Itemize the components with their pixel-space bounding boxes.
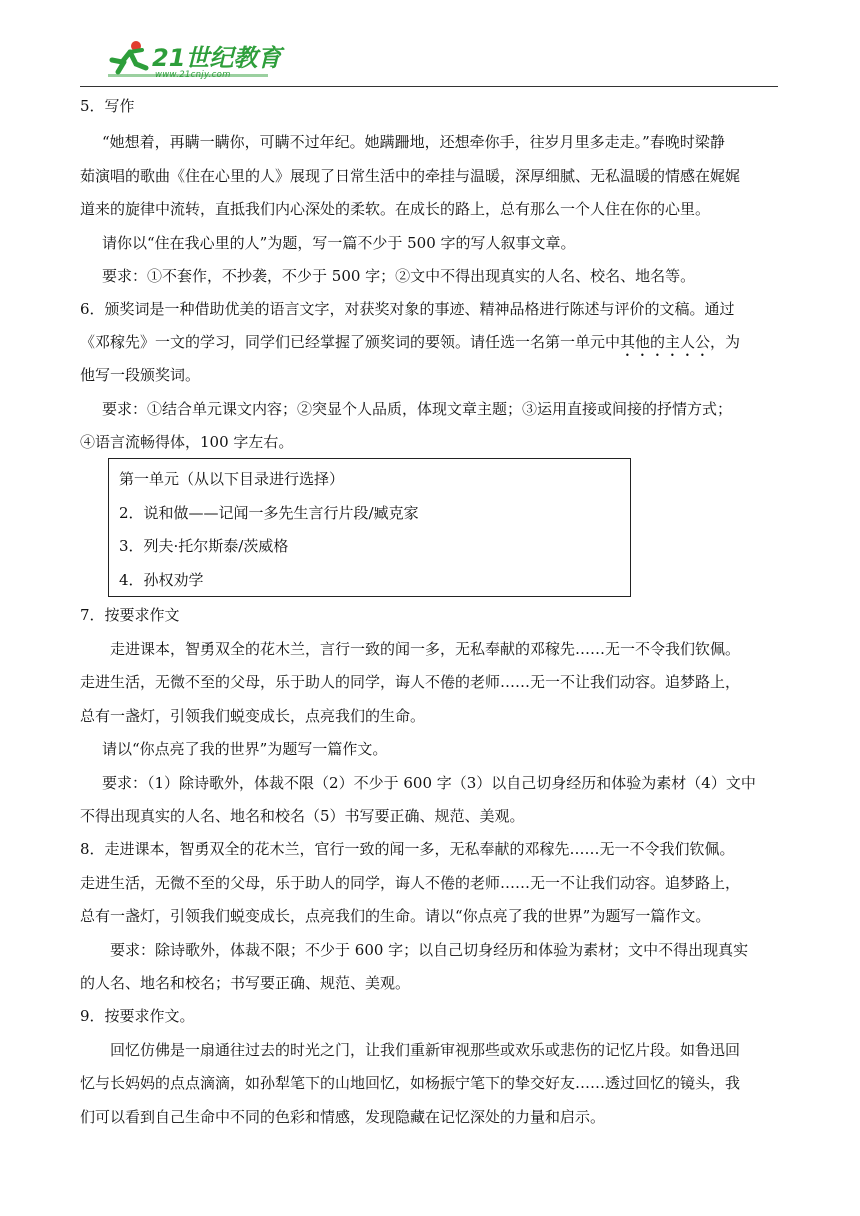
q6-line3: 他写一段颁奖词。	[80, 366, 201, 384]
q6-line1: 6．颁奖词是一种借助优美的语言文字，对获奖对象的事迹、精神品格进行陈述与评价的文稿。通过	[80, 300, 735, 318]
q5-para1-line1: “她想着，再瞒一瞒你，可瞒不过年纪。她蹒跚地，还想牵你手，往岁月里多走走。”春晚时梁静	[102, 133, 725, 151]
q9-title: 9．按要求作文。	[80, 1007, 195, 1025]
unit-catalog-item: 3．列夫·托尔斯泰/茨威格	[119, 537, 289, 555]
q8-line2: 走进生活，无微不至的父母，乐于助人的同学，诲人不倦的老师……无一不让我们动容。追梦路上，	[80, 874, 741, 892]
q9-line1: 回忆仿佛是一扇通往过去的时光之门，让我们重新审视那些或欢乐或悲伤的记忆片段。如鲁迅回	[110, 1041, 741, 1059]
q6-line2-text: 《邓稼先》一文的学习，同学们已经掌握了颁奖词的要领。请任选一名第一单元中	[80, 333, 621, 351]
q7-req-line1: 要求：（1）除诗歌外，体裁不限（2）不少于 600 字（3）以自己切身经历和体验为素材（4）文中	[102, 774, 756, 792]
unit-catalog-item: 2．说和做——记闻一多先生言行片段/臧克家	[119, 503, 419, 522]
q8-req-line1: 要求：除诗歌外，体裁不限；不少于 600 字；以自己切身经历和体验为素材；文中不得出现真实	[110, 941, 749, 959]
q5-title: 5．写作	[80, 97, 135, 115]
q8-line3: 总有一盏灯，引领我们蜕变成长，点亮我们的生命。请以“你点亮了我的世界”为题写一篇作文。	[80, 907, 711, 925]
q6-emphasis-text: 其他的主人公	[620, 333, 711, 351]
q7-req-line2: 不得出现真实的人名、地名和校名（5）书写要正确、规范、美观。	[80, 807, 525, 825]
q6-req-line2: ④语言流畅得体，100 字左右。	[80, 433, 294, 451]
q7-title: 7．按要求作文	[80, 606, 180, 624]
logo-url: www.21cnjy.com	[155, 70, 231, 80]
q8-line1: 8．走进课本，智勇双全的花木兰，官行一致的闻一多，无私奉献的邓稼先……无一不令我们钦佩。	[80, 840, 735, 858]
q7-line2: 走进生活，无微不至的父母，乐于助人的同学，诲人不倦的老师……无一不让我们动容。追梦路上，	[80, 673, 741, 691]
unit-catalog-box	[108, 458, 631, 597]
q9-line2: 忆与长妈妈的点点滴滴，如孙犁笔下的山地回忆，如杨振宁笔下的挚交好友……透过回忆的镜头，我	[80, 1074, 741, 1092]
page-header	[0, 0, 860, 90]
q5-para1-line2: 茹演唱的歌曲《住在心里的人》展现了日常生活中的牵挂与温暖，深厚细腻、无私温暖的情感在娓娓	[80, 167, 741, 185]
q7-line1: 走进课本，智勇双全的花木兰，言行一致的闻一多，无私奉献的邓稼先……无一不令我们钦佩。	[110, 640, 741, 658]
q7-line3: 总有一盏灯，引领我们蜕变成长，点亮我们的生命。	[80, 707, 426, 725]
q5-para2: 请你以“住在我心里的人”为题，写一篇不少于 500 字的写人叙事文章。	[102, 234, 576, 252]
q6-line2-end: ，为	[710, 333, 741, 351]
q8-req-line2: 的人名、地名和校名；书写要正确、规范、美观。	[80, 974, 411, 992]
logo-text: 21世纪教育	[152, 44, 282, 72]
q5-requirements: 要求：①不套作，不抄袭，不少于 500 字；②文中不得出现真实的人名、校名、地名等。	[102, 267, 696, 285]
header-divider	[80, 86, 778, 87]
q9-line3: 们可以看到自己生命中不同的色彩和情感，发现隐藏在记忆深处的力量和启示。	[80, 1108, 606, 1126]
q6-req-line1: 要求：①结合单元课文内容；②突显个人品质，体现文章主题；③运用直接或间接的抒情方式；	[102, 400, 733, 418]
unit-catalog-item: 4．孙权劝学	[119, 570, 204, 589]
q6-line2	[80, 326, 740, 360]
q7-line4: 请以“你点亮了我的世界”为题写一篇作文。	[102, 740, 388, 758]
unit-catalog-header: 第一单元（从以下目录进行选择）	[119, 470, 345, 488]
q5-para1-line3: 道来的旋律中流转，直抵我们内心深处的柔软。在成长的路上，总有那么一个人住在你的心里。	[80, 200, 711, 218]
